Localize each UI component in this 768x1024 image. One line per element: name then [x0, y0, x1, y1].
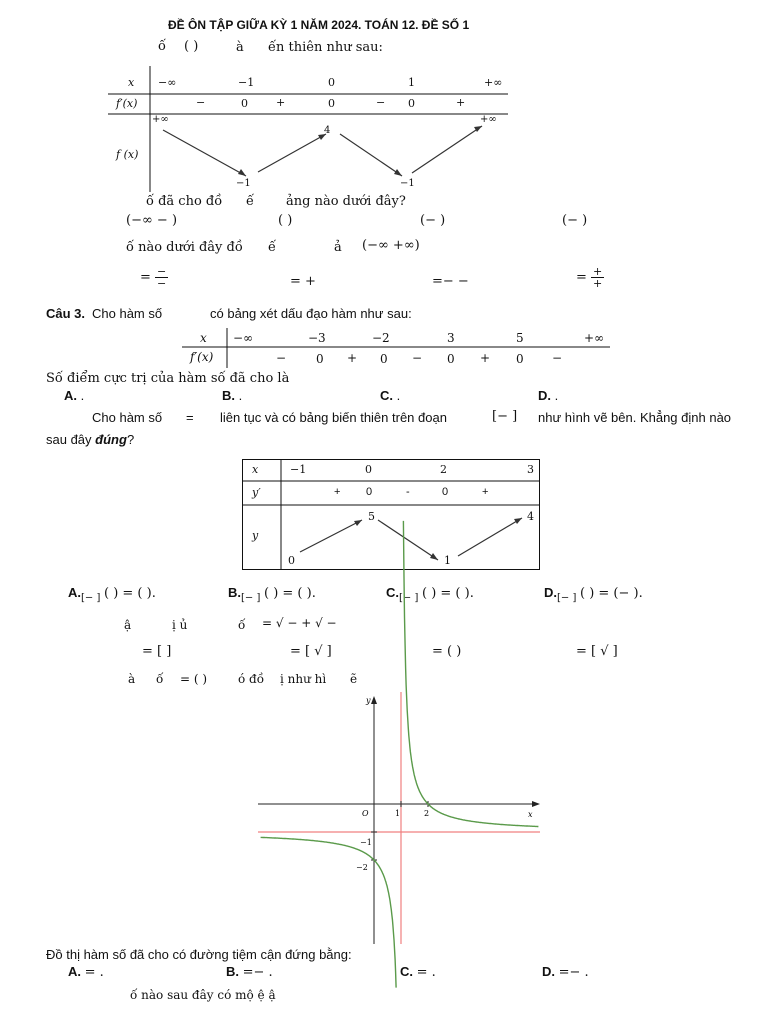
q4-line2-a: sau đây [46, 432, 92, 447]
q3-option-b-letter: B. [222, 388, 235, 403]
q4-line1-b: liên tục và có bảng biến thiên trên đoạn [220, 410, 447, 425]
q3-sign-1: 0 [316, 352, 324, 366]
q1-question-2: ế [246, 194, 254, 209]
q3-option-c-letter: C. [380, 388, 393, 403]
q6-intro-2: ố [156, 672, 164, 686]
q1-question-1: ố đã cho đồ [146, 194, 223, 209]
x-tick-label-2: 2 [424, 809, 430, 818]
q3-fp-label: f′(x) [190, 350, 214, 364]
q1-intro-4: ến thiên như sau: [268, 40, 383, 55]
q1-sign-3: 0 [328, 97, 335, 110]
q1-x-2: 0 [328, 76, 335, 89]
q1-intro-3: à [236, 40, 244, 55]
q1-sign-1: 0 [241, 97, 248, 110]
q1-f-4: −1 [400, 178, 415, 189]
q3-x-0: −∞ [233, 331, 254, 345]
q1-intro-2: ( ) [184, 39, 199, 54]
y-axis-arrow [371, 696, 377, 704]
q1-sign-6: + [456, 96, 466, 109]
q4-option-b-text: ( ) = ( ). [264, 586, 316, 601]
x-axis-label: x [528, 810, 533, 819]
q4-option-b-letter: B. [228, 585, 241, 600]
q4-y-1: 5 [368, 510, 375, 523]
q4-line1-c: như hình vẽ bên. Khẳng định nào [538, 410, 732, 425]
q3-sign-4: − [412, 351, 423, 365]
q6-option-b-text: =− . [242, 965, 273, 980]
q6-option-d[interactable] [542, 964, 589, 980]
q1-f-3: −1 [236, 178, 251, 189]
q4-x-label: x [252, 463, 259, 476]
q3-x-2: −2 [372, 331, 390, 345]
q1-option-d[interactable]: (− ) [562, 213, 588, 228]
q5-option-b[interactable]: = [ √ ] [290, 644, 332, 659]
q2-option-d-eq: = [576, 270, 587, 285]
q4-line1-interval: [− ] [492, 409, 518, 424]
q4-option-a-text: ( ) = ( ). [104, 586, 156, 601]
q3-option-d-letter: D. [538, 388, 551, 403]
q2-option-d-den: + [593, 277, 603, 290]
q1-sign-0: − [196, 96, 206, 109]
q6-intro-1: à [128, 672, 136, 686]
q6-question: Đồ thị hàm số đã cho có đường tiệm cận đứng bằng: [46, 947, 352, 962]
q3-x-3: 3 [447, 331, 455, 345]
q2-question-2: ế [268, 240, 276, 255]
q1-sign-2: + [276, 96, 286, 109]
q6-option-b-letter: B. [226, 964, 239, 979]
q6-option-d-text: =− . [558, 965, 589, 980]
q3-option-b-text: . [238, 388, 243, 403]
q4-line1-a: Cho hàm số [92, 410, 163, 425]
page-title: ĐỀ ÔN TẬP GIỮA KỲ 1 NĂM 2024. TOÁN 12. ĐỀ SỐ 1 [168, 18, 470, 32]
q4-sign-4: + [482, 486, 489, 498]
q4-line1-eq: = [186, 410, 194, 425]
q1-option-a[interactable]: (−∞ − ) [126, 213, 178, 228]
q1-x-3: 1 [408, 76, 415, 89]
q4-option-d-sub: [− ] [557, 592, 577, 604]
q6-option-c[interactable] [400, 964, 436, 980]
q4-option-c-sub: [− ] [399, 592, 419, 604]
q3-sign-6: + [480, 351, 491, 365]
q4-sign-2: - [406, 486, 410, 498]
q3-x-4: 5 [516, 331, 524, 345]
q2-question-3: ả [334, 240, 342, 255]
q2-option-a-eq: = [140, 270, 151, 285]
q4-sign-0: + [334, 486, 341, 498]
q5-part-1: ậ [124, 618, 132, 632]
q4-option-d-letter: D. [544, 585, 557, 600]
q1-f-0: +∞ [152, 114, 169, 125]
q4-sign-3: 0 [442, 486, 449, 498]
q4-y-3: 4 [527, 510, 534, 523]
q4-yp-label: y′ [252, 486, 261, 499]
q6-option-a-text: = . [84, 965, 104, 980]
q5-part-3: ố [238, 618, 246, 632]
x-tick-label-1: 1 [395, 809, 401, 818]
q4-option-a-sub: [− ] [81, 592, 101, 604]
q3-sign-3: 0 [380, 352, 388, 366]
q4-x-3: 3 [527, 463, 534, 476]
q1-option-c[interactable]: (− ) [420, 213, 446, 228]
q1-question-3: ảng nào dưới đây? [286, 194, 406, 209]
q6-option-b[interactable] [226, 964, 273, 980]
q4-x-0: −1 [290, 463, 307, 476]
q3-text-a: Cho hàm số [92, 306, 163, 321]
q3-option-d-text: . [554, 388, 559, 403]
q5-option-a[interactable]: = [ ] [142, 644, 172, 659]
x-axis-arrow [532, 801, 540, 807]
q1-x-1: −1 [238, 76, 255, 89]
q3-sign-0: − [276, 351, 287, 365]
q7-text: ố nào sau đây có mộ ệ ậ [130, 988, 276, 1002]
q4-option-b-sub: [− ] [241, 592, 261, 604]
q4-y-label: y [252, 529, 259, 542]
q6-intro-4: ó đồ [238, 672, 265, 686]
q3-sign-7: 0 [516, 352, 524, 366]
q6-intro-6: ẽ [350, 672, 358, 686]
y-tick-label-1: −1 [360, 838, 372, 847]
q1-x-0: −∞ [158, 76, 177, 89]
q3-sign-2: + [347, 351, 358, 365]
q4-line2-q: ? [126, 432, 135, 447]
origin-label: O [362, 809, 369, 818]
q3-x-5: +∞ [584, 331, 605, 345]
q3-option-a-text: . [80, 388, 85, 403]
q6-intro-5: ị như hì [280, 672, 327, 686]
q4-option-c-letter: C. [386, 585, 399, 600]
q3-option-c-text: . [396, 388, 401, 403]
y-tick-label-2: −2 [356, 863, 368, 872]
q5-part-4: = √ − + √ − [262, 616, 337, 630]
q4-x-2: 2 [440, 463, 447, 476]
q3-x-1: −3 [308, 331, 326, 345]
q3-sign-8: − [552, 351, 563, 365]
q4-option-c-text: ( ) = ( ). [422, 586, 474, 601]
q1-sign-4: − [376, 96, 386, 109]
q4-option-a-letter: A. [68, 585, 81, 600]
q4-sign-1: 0 [366, 486, 373, 498]
q3-question: Số điểm cực trị của hàm số đã cho là [46, 371, 290, 386]
q6-option-c-text: = . [416, 965, 436, 980]
q6-option-d-letter: D. [542, 964, 555, 979]
q6-option-a[interactable] [68, 964, 104, 980]
y-axis-label: y [366, 696, 371, 705]
q3-sign-5: 0 [447, 352, 455, 366]
curve-right-branch [403, 521, 538, 827]
q3-option-a-letter: A. [64, 388, 77, 403]
q2-option-a-num: − [157, 265, 167, 278]
q4-x-1: 0 [365, 463, 372, 476]
q3-label: Câu 3. [46, 306, 86, 321]
q1-option-b[interactable]: ( ) [278, 213, 293, 228]
q2-option-b[interactable]: = + [290, 274, 316, 289]
q1-f-label: f (x) [116, 148, 139, 161]
q6-option-c-letter: C. [400, 964, 413, 979]
q3-x-label: x [200, 331, 207, 345]
q1-sign-5: 0 [408, 97, 415, 110]
q5-option-d[interactable]: = [ √ ] [576, 644, 618, 659]
q4-option-d-text: ( ) = (− ). [580, 586, 643, 601]
q1-x-label: x [128, 76, 135, 89]
q2-option-a-den: − [157, 277, 167, 290]
q1-f-2: +∞ [480, 114, 497, 125]
q4-line2-bold: đúng [95, 432, 127, 447]
q2-question-1: ố nào dưới đây đồ [126, 240, 243, 255]
q1-fp-label: f′(x) [116, 97, 138, 110]
q6-option-a-letter: A. [68, 964, 81, 979]
q4-y-0: 0 [288, 554, 295, 567]
q2-option-c[interactable]: =− − [432, 274, 469, 289]
q5-part-2: ị ủ [172, 618, 188, 632]
q4-y-2: 1 [444, 554, 451, 567]
q1-intro-1: ố [158, 39, 166, 54]
q2-option-d-num: + [593, 265, 603, 278]
q1-f-1: 4 [324, 125, 331, 136]
q3-text-b: có bảng xét dấu đạo hàm như sau: [210, 306, 412, 321]
q1-x-4: +∞ [484, 76, 503, 89]
q5-option-c[interactable]: = ( ) [432, 644, 462, 659]
q6-intro-3: = ( ) [180, 672, 208, 686]
q2-question-4: (−∞ +∞) [362, 238, 420, 253]
